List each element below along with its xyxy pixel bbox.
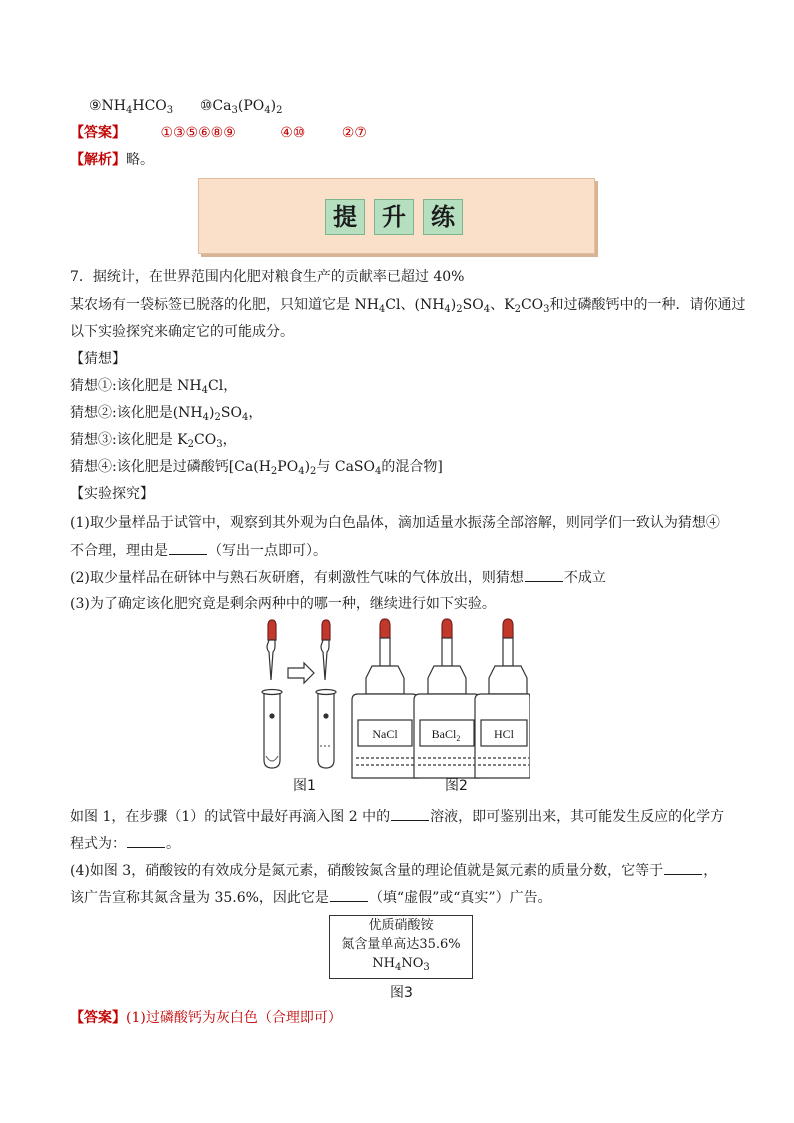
subscript: 4	[298, 466, 305, 477]
para-4	[70, 806, 724, 827]
dropper-icon	[321, 620, 330, 680]
reagent-bottle	[352, 619, 418, 778]
answer-line-1	[70, 123, 367, 143]
bottle-label-hcl: HCl	[493, 727, 515, 741]
text: 。	[166, 836, 180, 852]
text: 猜想③:该化肥是 K	[70, 432, 188, 448]
text: (2)取少量样品在研钵中与熟石灰研磨，有刺激性气味的气体放出，则猜想	[70, 570, 524, 586]
item-10-end: )	[270, 98, 277, 114]
ad-line-1: 优质硝酸铵	[368, 918, 434, 933]
test-tube-icon	[316, 690, 336, 769]
text: 猜想④:该化肥是过磷酸钙[Ca(H	[70, 459, 271, 475]
text: )	[209, 405, 215, 421]
subscript: 2	[270, 466, 278, 477]
text: 某农场有一袋标签已脱落的化肥，只知道它是 NH	[70, 297, 379, 313]
bottle-label-bacl2	[432, 727, 461, 743]
para-2	[70, 567, 606, 588]
item-9-mid: HCO	[132, 98, 167, 114]
text: 猜想②:该化肥是(NH	[70, 405, 203, 421]
explore-heading: 【实验探究】	[70, 486, 154, 502]
text: Cl、(NH	[385, 297, 445, 313]
advertisement-box	[329, 915, 473, 979]
text: )	[450, 297, 457, 313]
subscript: 3	[543, 304, 550, 315]
subscript: 4	[394, 962, 402, 973]
para-3: (3)为了确定该化肥究竟是剩余两种中的哪一种，继续进行如下实验。	[70, 596, 496, 612]
subscript: 3	[423, 962, 430, 973]
item-10-mid: (PO	[237, 98, 265, 114]
subscript: 4	[264, 105, 271, 116]
subscript: 3	[231, 105, 238, 116]
reagent-bottle	[414, 619, 480, 778]
item-10: ⑩Ca	[199, 98, 232, 114]
q7-line-3: 以下实验探究来确定它的可能成分。	[70, 324, 294, 340]
text: CO	[520, 297, 544, 313]
subscript: 2	[214, 412, 221, 423]
subscript: 2	[187, 439, 195, 450]
text: 该广告宣称其氮含量为 35.6%，因此它是	[70, 890, 329, 906]
para-7	[70, 887, 552, 908]
answer-group-2: ④⑩	[280, 125, 306, 141]
q7-line-2	[70, 295, 746, 315]
para-1b	[70, 540, 327, 561]
text: 不合理，理由是	[70, 543, 168, 559]
text: CO	[194, 432, 217, 448]
text: 的混合物]	[381, 459, 443, 475]
item-9: ⑨NH	[89, 98, 127, 114]
subscript: 4	[375, 466, 382, 477]
text: 与 CaSO	[316, 459, 375, 475]
subscript: 4	[483, 304, 491, 315]
subscript: 2	[456, 734, 461, 743]
guess-3	[70, 430, 237, 450]
answer-group-1: ①③⑤⑥⑧⑨	[160, 125, 236, 141]
text: BaCl	[431, 727, 457, 741]
text: 不成立	[563, 570, 606, 586]
figure-3-caption: 图3	[390, 985, 413, 1001]
ad-line-2: 氮含量单高达35.6%	[341, 937, 461, 952]
text: 、K	[490, 297, 515, 313]
answer-blank[interactable]	[391, 806, 429, 821]
answer-blank[interactable]	[664, 860, 702, 875]
bottle-label-nacl: NaCl	[372, 727, 398, 741]
subscript: 3	[166, 105, 174, 116]
reagent-bottle	[475, 619, 530, 778]
subscript: 4	[126, 105, 133, 116]
analysis-line-1	[70, 150, 154, 170]
analysis-tag: 【解析】	[70, 152, 126, 168]
subscript: 4	[378, 304, 386, 315]
dropper-icon	[267, 620, 276, 680]
answer-line-2	[70, 1008, 342, 1028]
subscript: 2	[456, 304, 463, 315]
text: )	[304, 459, 311, 475]
answer-tag: 【答案】	[70, 1010, 126, 1026]
guess-heading: 【猜想】	[70, 351, 126, 367]
text: ，	[222, 432, 237, 448]
text: (4)如图 3，硝酸铵的有效成分是氮元素，硝酸铵氮含量的理论值就是氮元素的质量分数，它等于	[70, 863, 664, 879]
answer-blank[interactable]	[127, 833, 165, 848]
figure-2-caption: 图2	[445, 778, 468, 794]
ad-line-3	[330, 954, 472, 973]
text: （写出一点即可）。	[208, 543, 327, 559]
banner-char-2: 升	[374, 199, 414, 235]
answer-blank[interactable]	[169, 540, 207, 555]
para-6	[70, 860, 717, 881]
text: ，	[248, 405, 263, 421]
subscript: 2	[514, 304, 521, 315]
text: NO	[401, 956, 424, 971]
subscript: 4	[444, 304, 451, 315]
banner-char-3: 练	[423, 199, 463, 235]
guess-1	[70, 376, 237, 396]
text: 猜想①:该化肥是 NH	[70, 378, 202, 394]
figure-1-caption: 图1	[293, 778, 316, 794]
text: 程式为：	[70, 836, 126, 852]
test-tube-icon	[262, 690, 282, 769]
answer-group-3: ②⑦	[341, 125, 367, 141]
text: PO	[277, 459, 299, 475]
banner-char-1: 提	[325, 199, 365, 235]
text: 和过磷酸钙中的一种．请你通过	[549, 297, 746, 313]
arrow-icon	[288, 663, 314, 683]
subscript: 4	[201, 385, 209, 396]
text: 如图 1，在步骤（1）的试管中最好再滴入图 2 中的	[70, 809, 391, 825]
answer-tag: 【答案】	[70, 125, 126, 141]
guess-2	[70, 403, 262, 423]
item-line	[89, 96, 282, 116]
answer-blank[interactable]	[525, 567, 563, 582]
text: Cl，	[208, 378, 238, 394]
subscript: 2	[310, 466, 317, 477]
subscript: 4	[241, 412, 249, 423]
answer-blank[interactable]	[330, 887, 368, 902]
subscript: 4	[202, 412, 210, 423]
subscript: 3	[216, 439, 223, 450]
para-1a: (1)取少量样品于试管中，观察到其外观为白色晶体，滴加适量水振荡全部溶解，则同学们一致认为猜想④	[70, 515, 720, 531]
analysis-text: 略。	[126, 152, 154, 168]
section-banner	[198, 178, 595, 254]
text: ，	[703, 863, 718, 879]
text: （填“虚假”或“真实”）广告。	[368, 890, 552, 906]
text: SO	[462, 297, 484, 313]
q7-line-1: 7．据统计，在世界范围内化肥对粮食生产的贡献率已超过 40%	[70, 269, 465, 285]
answer-text: (1)过磷酸钙为灰白色（合理即可）	[126, 1010, 342, 1026]
text: 溶液，即可鉴别出来，其可能发生反应的化学方	[430, 809, 725, 825]
text: SO	[220, 405, 242, 421]
para-5	[70, 833, 180, 854]
guess-4	[70, 457, 443, 477]
subscript: 2	[276, 105, 283, 116]
experiment-figure	[250, 618, 530, 798]
text: NH	[372, 956, 395, 971]
